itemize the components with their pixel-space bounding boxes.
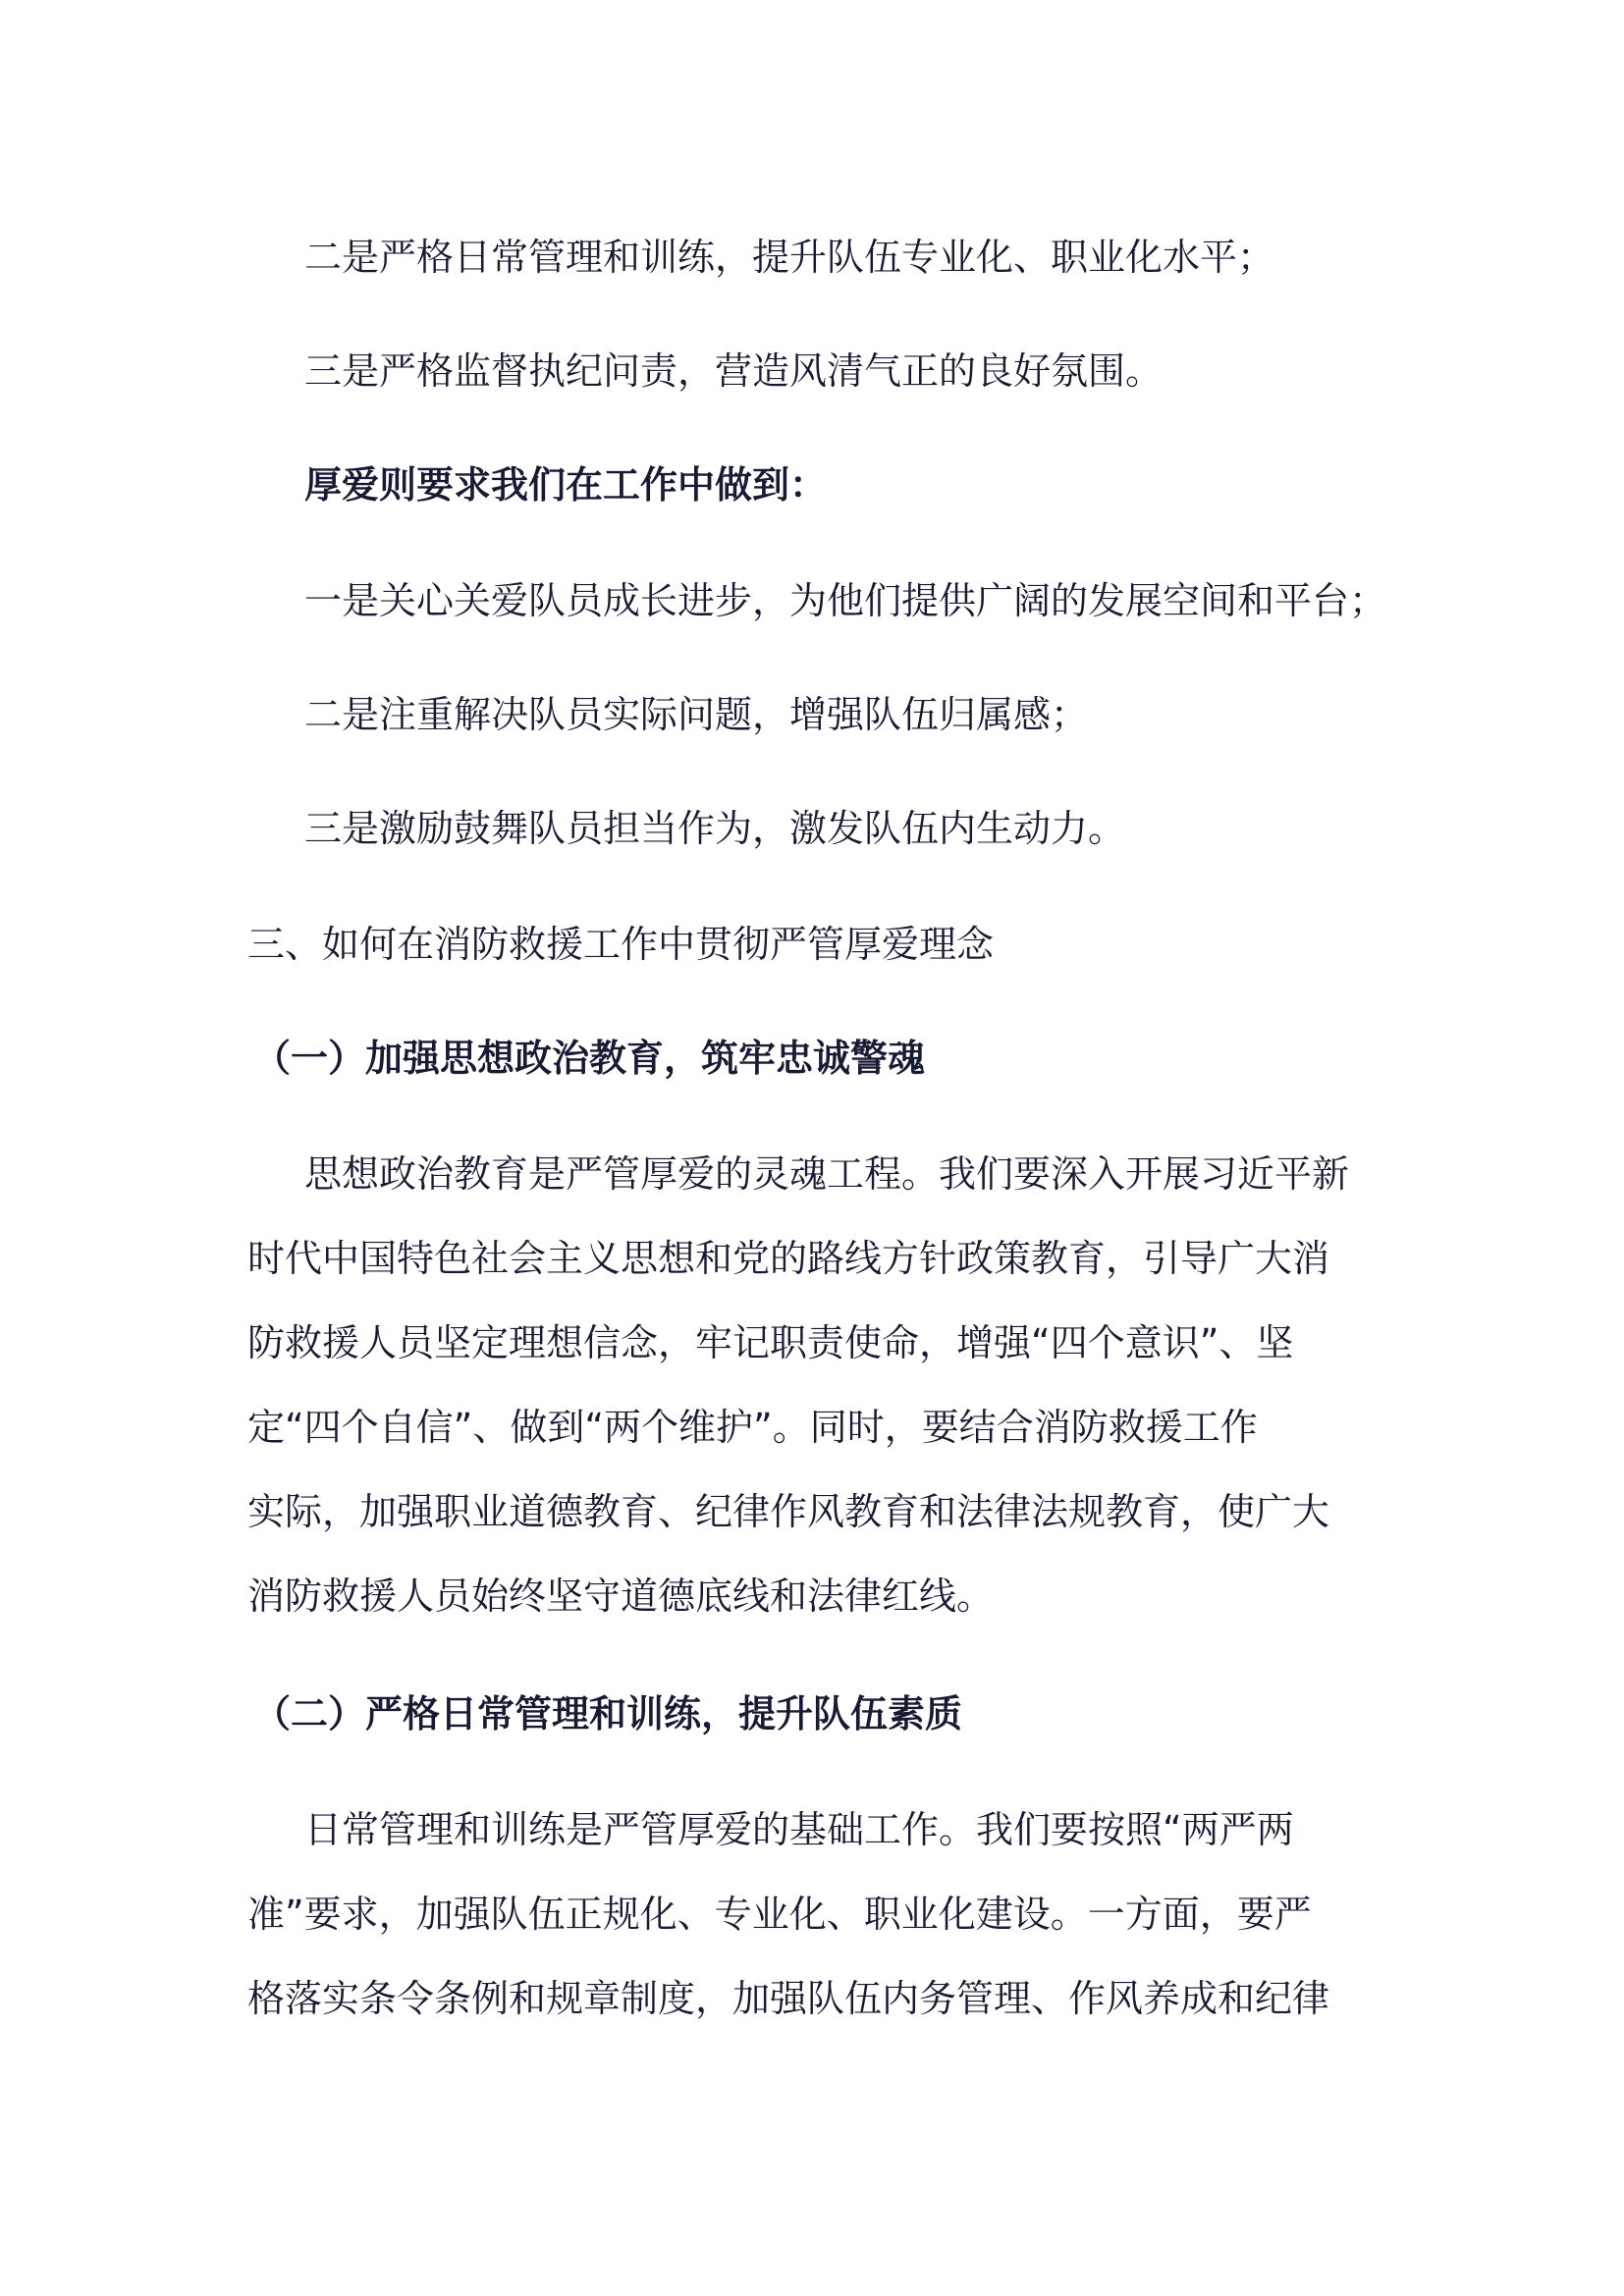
paragraph-line: 格落实条令条例和规章制度，加强队伍内务管理、作风养成和纪律 [247,1977,1330,2020]
paragraph-line: 实际，加强职业道德教育、纪律作风教育和法律法规教育，使广大 [247,1490,1330,1533]
paragraph-line: 二是严格日常管理和训练，提升队伍专业化、职业化水平； [304,236,1275,279]
paragraph-line: 三是严格监督执纪问责，营造风清气正的良好氛围。 [304,349,1164,393]
paragraph-line: 时代中国特色社会主义思想和党的路线方针政策教育，引导广大消 [247,1237,1330,1280]
subsection-heading: （一）加强思想政治教育，筑牢忠诚警魂 [253,1037,926,1080]
section-lead-heading: 厚爱则要求我们在工作中做到： [304,463,828,507]
paragraph-line: 一是关心关爱队员成长进步，为他们提供广阔的发展空间和平台； [304,579,1387,622]
subsection-heading: （二）严格日常管理和训练，提升队伍素质 [253,1692,963,1735]
paragraph-line: 准”要求，加强队伍正规化、专业化、职业化建设。一方面，要严 [247,1893,1312,1936]
paragraph-line: 思想政治教育是严管厚爱的灵魂工程。我们要深入开展习近平新 [304,1152,1350,1196]
paragraph-line: 二是注重解决队员实际问题，增强队伍归属感； [304,693,1089,736]
paragraph-line: 定“四个自信”、做到“两个维护”。同时，要结合消防救援工作 [247,1406,1258,1449]
section-heading: 三、如何在消防救援工作中贯彻严管厚爱理念 [247,923,995,966]
paragraph-line: 三是激励鼓舞队员担当作为，激发队伍内生动力。 [304,807,1126,850]
paragraph-line: 防救援人员坚定理想信念，牢记职责使命，增强“四个意识”、坚 [247,1321,1294,1364]
paragraph-line: 消防救援人员始终坚守道德底线和法律红线。 [247,1575,995,1618]
paragraph-line: 日常管理和训练是严管厚爱的基础工作。我们要按照“两严两 [304,1808,1294,1851]
